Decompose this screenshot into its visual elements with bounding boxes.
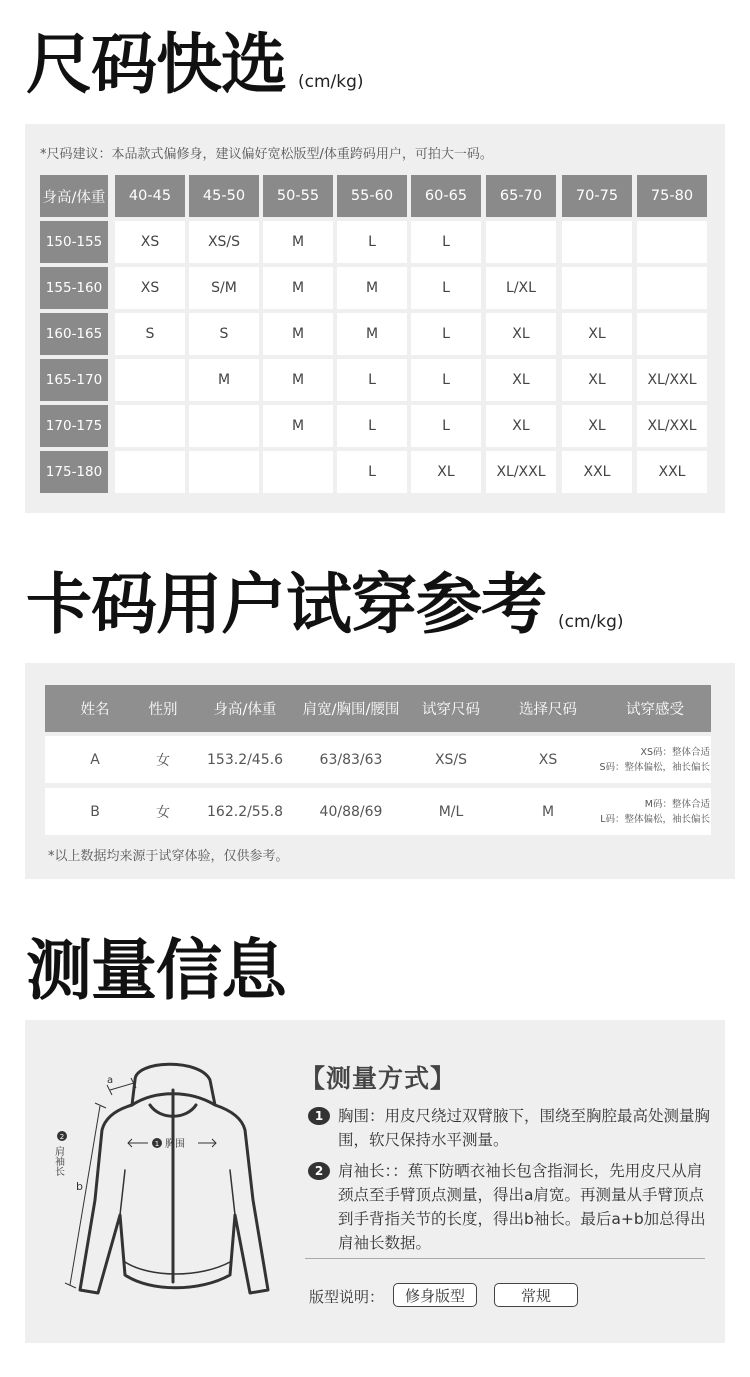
size-cell: [562, 221, 632, 263]
cell-feeling: [585, 788, 710, 835]
title-text: 卡码用户试穿参考: [26, 566, 546, 643]
size-cell: XS: [115, 267, 185, 309]
header-gender: 性别: [148, 702, 178, 718]
title-unit: (cm/kg): [298, 72, 364, 92]
cell-tried-size: XS/S: [434, 751, 468, 768]
weight-header: 75-80: [637, 175, 707, 217]
cell-height-weight: 153.2/45.6: [207, 751, 283, 768]
size-cell: [263, 451, 333, 493]
size-cell: M: [189, 359, 259, 401]
method-text: 肩袖长：：蕉下防晒衣袖长包含指洞长，先用皮尺从肩颈点至手臂顶点测量，得出a肩宽。再测量从手臂顶点到手背指关节的长度，得出b袖长。最后a+b加总得出肩袖长数据。: [338, 1162, 706, 1252]
size-cell: XL/XXL: [637, 405, 707, 447]
jacket-diagram: [40, 1050, 280, 1300]
size-cell: XXL: [637, 451, 707, 493]
fit-option-regular: 常规: [494, 1283, 578, 1307]
height-header: 160-165: [40, 313, 108, 355]
feeling-line: XS码：整体合适: [640, 746, 710, 758]
size-cell: XL/XXL: [486, 451, 556, 493]
size-cell: XS: [115, 221, 185, 263]
weight-header: 65-70: [486, 175, 556, 217]
method-title: 【测量方式】: [300, 1064, 457, 1093]
cell-chosen-size: M: [541, 803, 555, 820]
size-cell: XL: [486, 313, 556, 355]
height-header: 165-170: [40, 359, 108, 401]
size-cell: XL: [562, 359, 632, 401]
size-cell: XXL: [562, 451, 632, 493]
size-cell: L: [337, 221, 407, 263]
height-header: 175-180: [40, 451, 108, 493]
size-cell: [115, 405, 185, 447]
weight-header: 55-60: [337, 175, 407, 217]
cell-name: A: [90, 751, 100, 768]
header-chosen-size: 选择尺码: [519, 702, 577, 718]
cell-name: B: [90, 803, 100, 820]
label-a: a: [107, 1075, 114, 1086]
weight-header: 40-45: [115, 175, 185, 217]
size-cell: M: [263, 221, 333, 263]
table-row: [45, 788, 711, 835]
number-1-icon: 1: [308, 1107, 330, 1125]
feeling-line: L码：整体偏松，袖长偏长: [600, 813, 710, 825]
header-height-weight: 身高/体重: [213, 702, 277, 718]
title-unit: (cm/kg): [558, 612, 624, 632]
size-cell: L/XL: [486, 267, 556, 309]
header-measurements: 肩宽/胸围/腰围: [302, 702, 400, 718]
size-cell: [189, 405, 259, 447]
cell-chosen-size: XS: [538, 751, 558, 768]
label-b: b: [76, 1180, 83, 1193]
chest-label: 胸围: [165, 1139, 185, 1150]
size-cell: XL: [562, 313, 632, 355]
tryon-note: *以上数据均来源于试穿体验，仅供参考。: [48, 849, 289, 864]
size-cell: M: [263, 313, 333, 355]
size-cell: [115, 451, 185, 493]
tryon-table-header: [45, 685, 711, 732]
size-cell: L: [411, 405, 481, 447]
cell-height-weight: 162.2/55.8: [207, 803, 283, 820]
cell-tried-size: M/L: [438, 803, 464, 820]
divider: [305, 1258, 705, 1259]
feeling-line: M码：整体合适: [644, 798, 710, 810]
height-header: 170-175: [40, 405, 108, 447]
weight-header: 45-50: [189, 175, 259, 217]
size-cell: XL/XXL: [637, 359, 707, 401]
size-cell: XL: [562, 405, 632, 447]
size-cell: S: [115, 313, 185, 355]
chest-num: 1: [154, 1140, 160, 1148]
feeling-line: S码：整体偏松，袖长偏长: [599, 761, 710, 773]
corner-header: 身高/体重: [40, 175, 108, 217]
cell-gender: 女: [156, 804, 170, 821]
size-cell: M: [337, 267, 407, 309]
number-2-icon: 2: [308, 1162, 330, 1180]
size-cell: M: [337, 313, 407, 355]
size-cell: [486, 221, 556, 263]
cell-feeling: [585, 736, 710, 783]
header-name: 姓名: [80, 702, 110, 718]
size-cell: L: [411, 313, 481, 355]
fit-option-slim: 修身版型: [393, 1283, 477, 1307]
size-cell: XL: [486, 359, 556, 401]
size-cell: L: [411, 221, 481, 263]
title-text: 测量信息: [26, 932, 286, 1009]
sleeve-label: 肩袖长: [52, 1146, 64, 1176]
header-tried-size: 试穿尺码: [422, 702, 480, 718]
size-cell: [189, 451, 259, 493]
method-item-sleeve: [308, 1159, 710, 1255]
size-cell: XL: [411, 451, 481, 493]
cell-gender: 女: [156, 752, 170, 769]
size-cell: M: [263, 405, 333, 447]
weight-header: 70-75: [562, 175, 632, 217]
size-cell: L: [337, 451, 407, 493]
size-cell: L: [337, 359, 407, 401]
tryon-title: [26, 566, 624, 643]
size-cell: XL: [486, 405, 556, 447]
size-cell: [637, 267, 707, 309]
size-cell: L: [337, 405, 407, 447]
size-cell: S/M: [189, 267, 259, 309]
size-cell: M: [263, 359, 333, 401]
table-row: [45, 736, 711, 783]
method-text: 胸围：用皮尺绕过双臂腋下，围绕至胸腔最高处测量胸围，软尺保持水平测量。: [338, 1107, 711, 1149]
method-item-chest: [308, 1104, 710, 1152]
size-quick-select-title: [26, 26, 364, 103]
fit-label: 版型说明：: [309, 1288, 385, 1306]
sleeve-num: 2: [59, 1133, 65, 1141]
size-cell: [115, 359, 185, 401]
size-cell: XS/S: [189, 221, 259, 263]
size-advice-note: *尺码建议：本品款式偏修身，建议偏好宽松版型/体重跨码用户，可拍大一码。: [40, 147, 493, 162]
size-cell: S: [189, 313, 259, 355]
height-header: 155-160: [40, 267, 108, 309]
size-cell: [637, 221, 707, 263]
weight-header: 60-65: [411, 175, 481, 217]
measurement-title: [26, 932, 286, 1009]
size-cell: M: [263, 267, 333, 309]
height-header: 150-155: [40, 221, 108, 263]
size-cell: [637, 313, 707, 355]
size-cell: L: [411, 267, 481, 309]
header-feeling: 试穿感受: [626, 702, 684, 718]
size-cell: [562, 267, 632, 309]
size-cell: L: [411, 359, 481, 401]
cell-measurements: 40/88/69: [319, 803, 383, 820]
cell-measurements: 63/83/63: [319, 751, 383, 768]
weight-header: 50-55: [263, 175, 333, 217]
title-text: 尺码快选: [26, 26, 286, 103]
jacket-outline-icon: [80, 1064, 268, 1293]
